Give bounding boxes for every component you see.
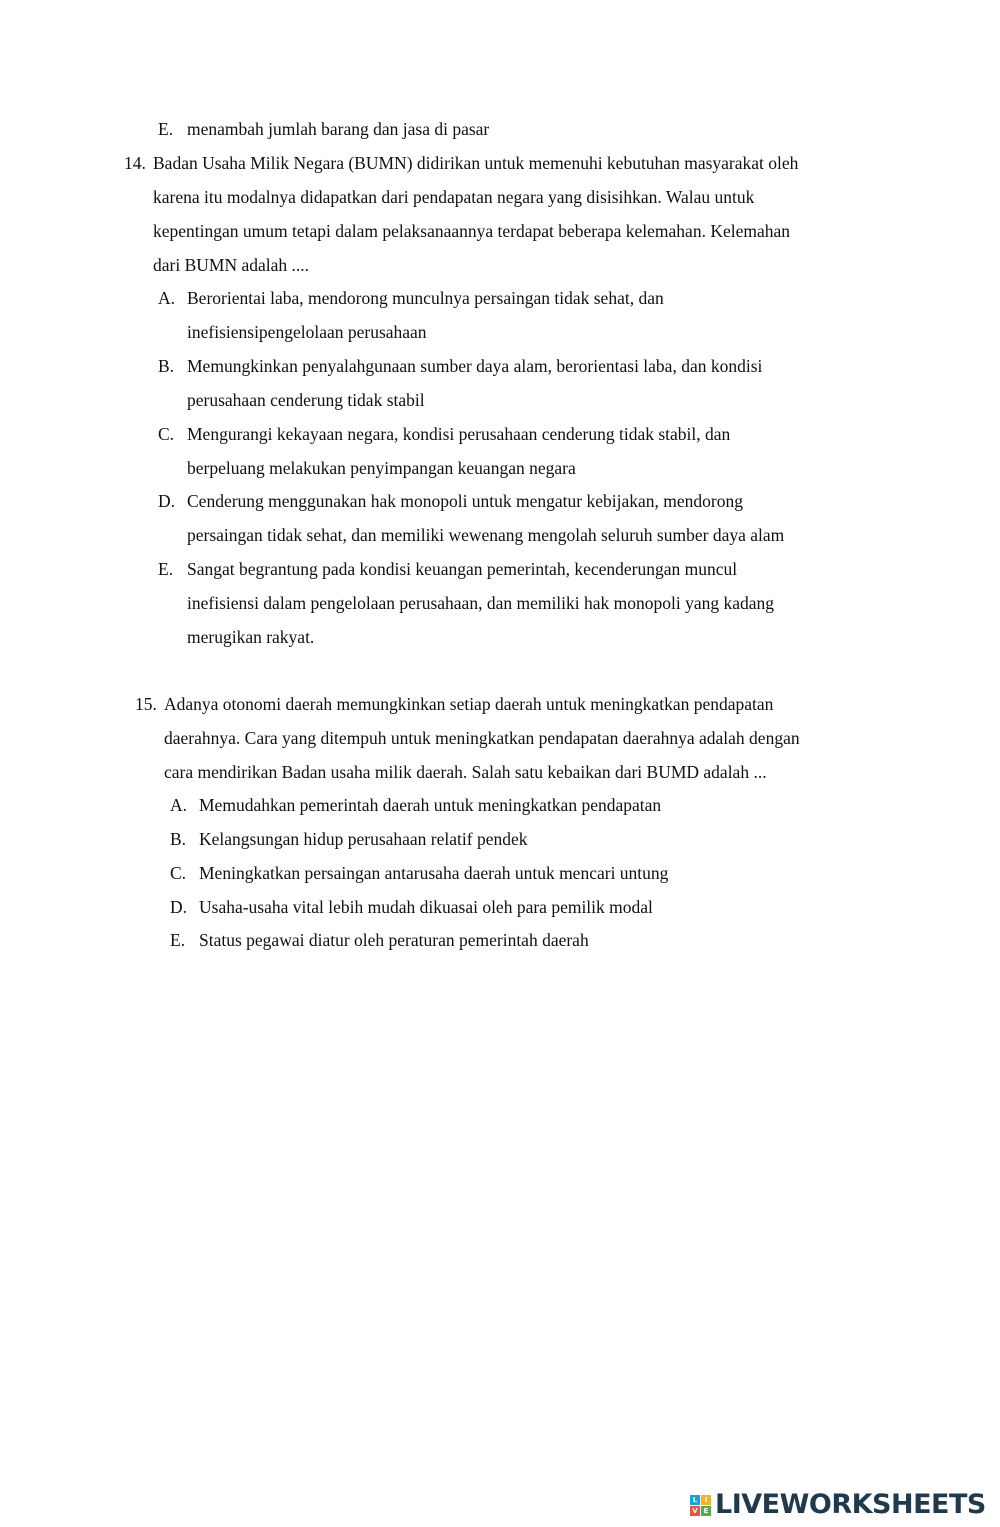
q14-option-c-text[interactable]: berpeluang melakukan penyimpangan keuangan negara: [187, 458, 576, 478]
q14-option-e-letter: E.: [158, 559, 174, 579]
q15-stem-line: daerahnya. Cara yang ditempuh untuk meningkatkan pendapatan daerahnya adalah dengan: [164, 728, 800, 748]
q15-option-e-letter: E.: [170, 930, 186, 950]
q14-stem-line: kepentingan umum tetapi dalam pelaksanaannya terdapat beberapa kelemahan. Kelemahan: [153, 221, 791, 241]
prev-option-e-letter: E.: [158, 119, 174, 139]
q15-option-e-text[interactable]: Status pegawai diatur oleh peraturan pemerintah daerah: [199, 930, 589, 950]
q14-stem-line: karena itu modalnya didapatkan dari pendapatan negara yang disisihkan. Walau untuk: [153, 187, 755, 207]
q14-option-e-text[interactable]: inefisiensi dalam pengelolaan perusahaan, dan memiliki hak monopoli yang kadang: [187, 593, 775, 613]
q15-option-b-letter: B.: [170, 829, 187, 849]
q15-option-b-text[interactable]: Kelangsungan hidup perusahaan relatif pendek: [199, 829, 528, 849]
q15-option-d-letter: D.: [170, 897, 188, 917]
q14-option-a-text[interactable]: Berorientai laba, mendorong munculnya persaingan tidak sehat, dan: [187, 288, 664, 308]
q15-option-d-text[interactable]: Usaha-usaha vital lebih mudah dikuasai oleh para pemilik modal: [199, 897, 653, 917]
q14-option-d-letter: D.: [158, 491, 176, 511]
q15-option-c-text[interactable]: Meningkatkan persaingan antarusaha daerah untuk mencari untung: [199, 863, 669, 883]
q14-option-a-letter: A.: [158, 288, 176, 308]
q14-number: 14.: [124, 153, 146, 173]
q14-stem-line: Badan Usaha Milik Negara (BUMN) didirikan untuk memenuhi kebutuhan masyarakat oleh: [153, 153, 799, 173]
logo-letter-e: E: [701, 1506, 711, 1516]
logo-letter-l: L: [690, 1495, 700, 1505]
liveworksheets-logo: [690, 1488, 990, 1520]
q14-option-d-text[interactable]: Cenderung menggunakan hak monopoli untuk mengatur kebijakan, mendorong: [187, 491, 743, 511]
q15-option-a-text[interactable]: Memudahkan pemerintah daerah untuk meningkatkan pendapatan: [199, 795, 662, 815]
q15-stem-line: Adanya otonomi daerah memungkinkan setiap daerah untuk meningkatkan pendapatan: [164, 694, 774, 714]
q15-stem-line: cara mendirikan Badan usaha milik daerah. Salah satu kebaikan dari BUMD adalah ...: [164, 762, 767, 782]
logo-text: LIVEWORKSHEETS: [715, 1489, 986, 1520]
q14-option-c-text[interactable]: Mengurangi kekayaan negara, kondisi perusahaan cenderung tidak stabil, dan: [187, 424, 731, 444]
prev-option-e-text: menambah jumlah barang dan jasa di pasar: [187, 119, 490, 139]
q14-option-e-text[interactable]: merugikan rakyat.: [187, 627, 315, 647]
q14-option-a-text[interactable]: inefisiensipengelolaan perusahaan: [187, 322, 427, 342]
q14-option-d-text[interactable]: persaingan tidak sehat, dan memiliki wewenang mengolah seluruh sumber daya alam: [187, 525, 785, 545]
logo-letter-v: V: [690, 1506, 700, 1516]
q14-option-b-text[interactable]: perusahaan cenderung tidak stabil: [187, 390, 425, 410]
q14-option-b-letter: B.: [158, 356, 175, 376]
q14-option-e-text[interactable]: Sangat begrantung pada kondisi keuangan pemerintah, kecenderungan muncul: [187, 559, 738, 579]
q15-option-a-letter: A.: [170, 795, 188, 815]
q15-option-c-letter: C.: [170, 863, 187, 883]
logo-letter-i: I: [701, 1495, 711, 1505]
logo-grid-icon: [690, 1495, 712, 1517]
q14-option-b-text[interactable]: Memungkinkan penyalahgunaan sumber daya alam, berorientasi laba, dan kondisi: [187, 356, 763, 376]
q14-option-c-letter: C.: [158, 424, 175, 444]
q14-stem-line: dari BUMN adalah ....: [153, 255, 310, 275]
q15-number: 15.: [135, 694, 157, 714]
